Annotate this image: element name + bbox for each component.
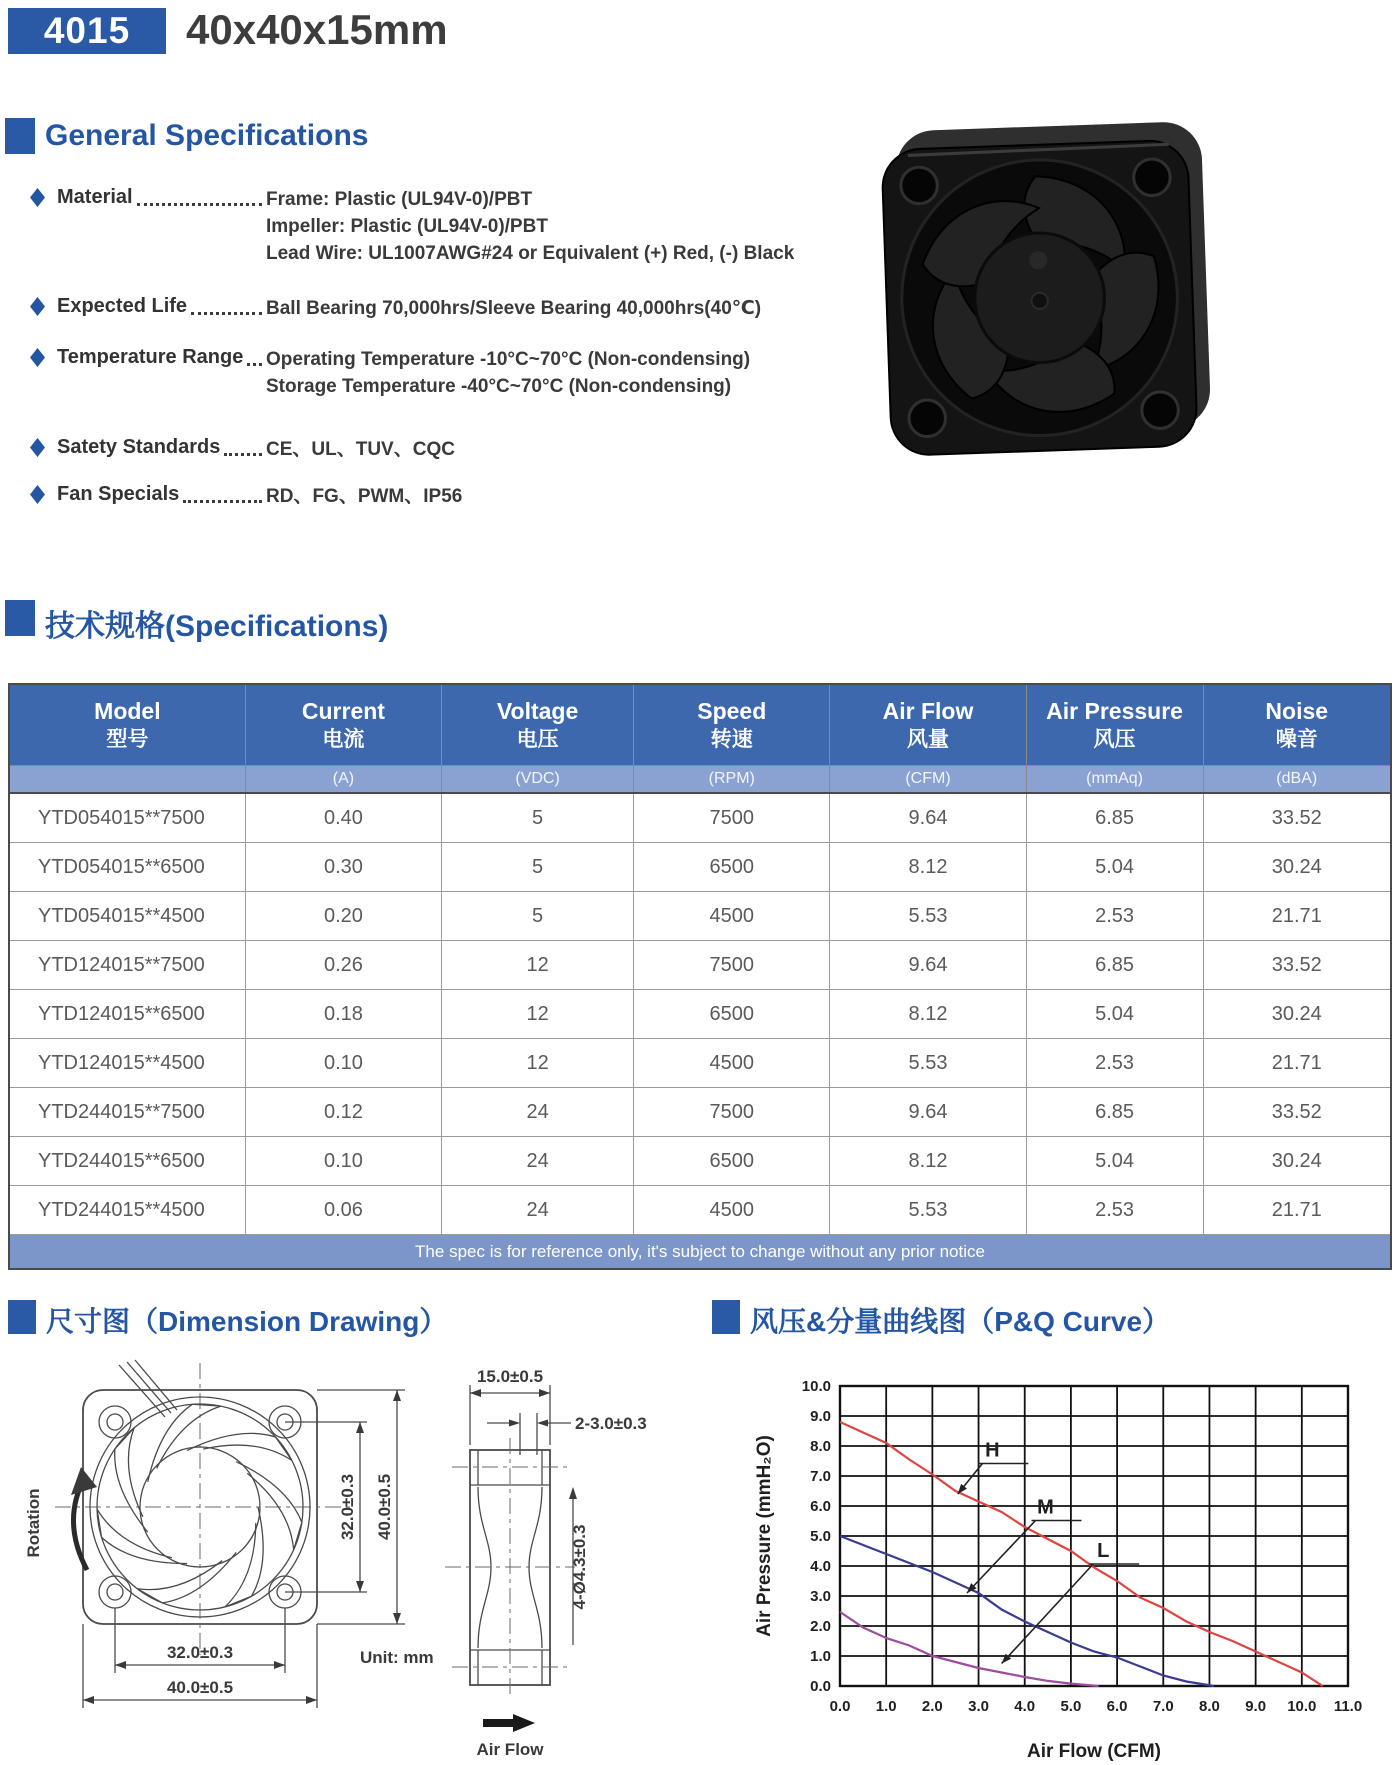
spec-item-value: Lead Wire: UL1007AWG#24 or Equivalent (+) Red, (-) Black	[266, 243, 795, 264]
value-cell: 0.06	[245, 1186, 441, 1235]
svg-text:8.0: 8.0	[810, 1438, 831, 1455]
value-cell: 7500	[634, 793, 830, 843]
svg-text:8.0: 8.0	[1199, 1698, 1220, 1715]
model-cell: YTD054015**6500	[9, 843, 245, 892]
dotted-leader	[183, 487, 262, 503]
table-row	[9, 793, 1391, 843]
model-cell: YTD054015**7500	[9, 793, 245, 843]
value-cell: 2.53	[1026, 892, 1203, 941]
value-cell: 4500	[634, 1186, 830, 1235]
value-cell: 8.12	[830, 843, 1026, 892]
mount-hole	[1141, 391, 1179, 429]
value-cell: 9.64	[830, 941, 1026, 990]
svg-text:9.0: 9.0	[1245, 1698, 1267, 1715]
column-header: Noise 噪音	[1203, 684, 1391, 766]
inner-height-dim: 32.0±0.3	[338, 1473, 357, 1541]
value-cell: 0.20	[245, 892, 441, 941]
dimension-heading: 尺寸图（Dimension Drawing）	[46, 1306, 448, 1337]
spec-item	[30, 483, 860, 510]
diamond-bullet-icon	[30, 485, 45, 504]
svg-text:7.0: 7.0	[810, 1468, 831, 1485]
value-cell: 21.71	[1203, 892, 1391, 941]
unit-cell: (VDC)	[442, 766, 634, 794]
page-title: 40x40x15mm	[186, 6, 448, 53]
dimension-drawing	[15, 1355, 715, 1765]
value-cell: 8.12	[830, 990, 1026, 1039]
section-square-icon	[8, 1300, 36, 1334]
unit-cell	[9, 766, 245, 794]
svg-text:5.0: 5.0	[1060, 1698, 1082, 1715]
fan-product-photo	[852, 98, 1242, 488]
column-header: Voltage 电压	[442, 684, 634, 766]
spec-item-value: CE、UL、TUV、CQC	[266, 439, 455, 460]
svg-text:H: H	[985, 1439, 1000, 1462]
section-square-icon	[5, 118, 35, 154]
air-flow-label: Air Flow	[476, 1740, 544, 1759]
rotation-label: Rotation	[24, 1488, 43, 1558]
spec-item-value: Ball Bearing 70,000hrs/Sleeve Bearing 40,000hrs(40℃)	[266, 298, 762, 319]
value-cell: 4500	[634, 892, 830, 941]
inner-width-dim: 32.0±0.3	[166, 1643, 234, 1662]
value-cell: 0.12	[245, 1088, 441, 1137]
table-footnote: The spec is for reference only, it's subject to change without any prior notice	[9, 1235, 1391, 1270]
svg-text:0.0: 0.0	[829, 1698, 851, 1715]
flange-dim: 2-3.0±0.3	[575, 1414, 647, 1433]
value-cell: 6500	[634, 843, 830, 892]
impeller-blades-outline	[97, 1404, 302, 1607]
value-cell: 12	[442, 941, 634, 990]
spec-item-label: Temperature Range	[57, 346, 244, 368]
table-row	[9, 892, 1391, 941]
mount-hole	[900, 167, 938, 205]
svg-text:9.0: 9.0	[810, 1408, 831, 1425]
table-row	[9, 990, 1391, 1039]
value-cell: 24	[442, 1186, 634, 1235]
outer-height-dim: 40.0±0.5	[375, 1473, 394, 1541]
value-cell: 5	[442, 892, 634, 941]
value-cell: 0.30	[245, 843, 441, 892]
pq-curve-chart	[750, 1372, 1398, 1765]
value-cell: 6.85	[1026, 1088, 1203, 1137]
value-cell: 5.04	[1026, 990, 1203, 1039]
unit-cell: (RPM)	[634, 766, 830, 794]
value-cell: 24	[442, 1137, 634, 1186]
unit-label: Unit: mm	[360, 1648, 434, 1667]
value-cell: 30.24	[1203, 843, 1391, 892]
table-footnote-row	[9, 1235, 1391, 1270]
value-cell: 21.71	[1203, 1039, 1391, 1088]
svg-text:5.0: 5.0	[810, 1528, 831, 1545]
value-cell: 30.24	[1203, 990, 1391, 1039]
outer-width-dim: 40.0±0.5	[166, 1678, 234, 1697]
column-header: Air Flow 风量	[830, 684, 1026, 766]
spec-item-value: RD、FG、PWM、IP56	[266, 486, 463, 507]
value-cell: 7500	[634, 1088, 830, 1137]
unit-cell: (dBA)	[1203, 766, 1391, 794]
svg-text:10.0: 10.0	[1287, 1698, 1317, 1715]
diamond-bullet-icon	[30, 348, 45, 367]
value-cell: 24	[442, 1088, 634, 1137]
model-cell: YTD124015**4500	[9, 1039, 245, 1088]
mount-hole	[1133, 158, 1171, 196]
spec-item	[30, 295, 860, 322]
value-cell: 33.52	[1203, 793, 1391, 843]
table-row	[9, 1039, 1391, 1088]
dotted-leader	[247, 350, 262, 366]
value-cell: 2.53	[1026, 1186, 1203, 1235]
svg-text:11.0: 11.0	[1333, 1698, 1363, 1715]
value-cell: 12	[442, 990, 634, 1039]
mount-hole	[908, 399, 946, 437]
svg-text:6.0: 6.0	[810, 1498, 831, 1515]
svg-text:1.0: 1.0	[810, 1648, 831, 1665]
spec-item	[30, 186, 860, 267]
spec-item-label: Expected Life	[57, 295, 188, 317]
unit-row	[9, 766, 1391, 794]
spec-item-label: Satety Standards	[57, 436, 221, 458]
spec-item-value: Frame: Plastic (UL94V-0)/PBT	[266, 189, 533, 210]
diamond-bullet-icon	[30, 438, 45, 457]
unit-cell: (mmAq)	[1026, 766, 1203, 794]
dotted-leader	[191, 299, 262, 315]
column-header: Current 电流	[245, 684, 441, 766]
model-cell: YTD124015**6500	[9, 990, 245, 1039]
value-cell: 6.85	[1026, 793, 1203, 843]
spec-item-value: Operating Temperature -10°C~70°C (Non-condensing)	[266, 349, 751, 370]
value-cell: 12	[442, 1039, 634, 1088]
unit-cell: (CFM)	[830, 766, 1026, 794]
value-cell: 5.53	[830, 892, 1026, 941]
spec-table	[8, 683, 1392, 1270]
table-row	[9, 941, 1391, 990]
spec-item-value: Storage Temperature -40°C~70°C (Non-condensing)	[266, 376, 732, 397]
model-cell: YTD244015**4500	[9, 1186, 245, 1235]
model-cell: YTD124015**7500	[9, 941, 245, 990]
value-cell: 0.18	[245, 990, 441, 1039]
unit-cell: (A)	[245, 766, 441, 794]
model-cell: YTD054015**4500	[9, 892, 245, 941]
value-cell: 5	[442, 793, 634, 843]
svg-text:2.0: 2.0	[921, 1698, 943, 1715]
general-spec-list	[30, 186, 860, 510]
depth-dim: 15.0±0.5	[476, 1367, 544, 1386]
value-cell: 5.04	[1026, 843, 1203, 892]
section-square-icon	[5, 600, 35, 636]
svg-text:0.0: 0.0	[810, 1678, 831, 1695]
value-cell: 0.10	[245, 1039, 441, 1088]
value-cell: 2.53	[1026, 1039, 1203, 1088]
air-flow-arrow	[483, 1719, 513, 1727]
value-cell: 5.04	[1026, 1137, 1203, 1186]
svg-text:4.0: 4.0	[1014, 1698, 1036, 1715]
pq-heading: 风压&分量曲线图（P&Q Curve）	[750, 1306, 1171, 1337]
spec-item	[30, 436, 860, 463]
value-cell: 6.85	[1026, 941, 1203, 990]
diamond-bullet-icon	[30, 188, 45, 207]
svg-text:2.0: 2.0	[810, 1618, 831, 1635]
spec-item-label: Material	[57, 186, 133, 208]
value-cell: 30.24	[1203, 1137, 1391, 1186]
column-header: Model 型号	[9, 684, 245, 766]
value-cell: 0.10	[245, 1137, 441, 1186]
value-cell: 21.71	[1203, 1186, 1391, 1235]
svg-text:1.0: 1.0	[875, 1698, 897, 1715]
hole-dim: 4-Ø4.3±0.3	[570, 1524, 589, 1610]
value-cell: 0.26	[245, 941, 441, 990]
svg-text:6.0: 6.0	[1106, 1698, 1128, 1715]
value-cell: 33.52	[1203, 941, 1391, 990]
svg-text:L: L	[1097, 1540, 1110, 1562]
svg-text:10.0: 10.0	[801, 1378, 831, 1395]
value-cell: 4500	[634, 1039, 830, 1088]
value-cell: 33.52	[1203, 1088, 1391, 1137]
svg-text:7.0: 7.0	[1152, 1698, 1174, 1715]
value-cell: 5	[442, 843, 634, 892]
value-cell: 6500	[634, 1137, 830, 1186]
column-header: Speed 转速	[634, 684, 830, 766]
section-square-icon	[712, 1300, 740, 1334]
column-header: Air Pressure 风压	[1026, 684, 1203, 766]
table-row	[9, 843, 1391, 892]
value-cell: 0.40	[245, 793, 441, 843]
value-cell: 5.53	[830, 1186, 1026, 1235]
svg-text:Air Flow (CFM): Air Flow (CFM)	[1026, 1741, 1162, 1762]
svg-text:3.0: 3.0	[810, 1588, 831, 1605]
diamond-bullet-icon	[30, 297, 45, 316]
dotted-leader	[137, 190, 262, 206]
spec-item	[30, 346, 860, 400]
model-code-badge: 4015	[8, 8, 166, 54]
value-cell: 8.12	[830, 1137, 1026, 1186]
value-cell: 7500	[634, 941, 830, 990]
svg-text:4.0: 4.0	[810, 1558, 831, 1575]
model-cell: YTD244015**7500	[9, 1088, 245, 1137]
spec-table-heading: 技术规格(Specifications)	[45, 610, 389, 643]
table-row	[9, 1186, 1391, 1235]
svg-text:3.0: 3.0	[968, 1698, 989, 1715]
value-cell: 9.64	[830, 1088, 1026, 1137]
svg-text:M: M	[1037, 1496, 1054, 1519]
dotted-leader	[224, 440, 262, 456]
table-row	[9, 1137, 1391, 1186]
table-header-row	[9, 684, 1391, 766]
value-cell: 5.53	[830, 1039, 1026, 1088]
value-cell: 6500	[634, 990, 830, 1039]
svg-text:Air Pressure (mmH₂O): Air Pressure (mmH₂O)	[754, 1435, 775, 1637]
general-specs-heading: General Specifications	[45, 119, 369, 152]
spec-item-label: Fan Specials	[57, 483, 180, 505]
model-cell: YTD244015**6500	[9, 1137, 245, 1186]
table-row	[9, 1088, 1391, 1137]
spec-item-value: Impeller: Plastic (UL94V-0)/PBT	[266, 216, 548, 237]
value-cell: 9.64	[830, 793, 1026, 843]
